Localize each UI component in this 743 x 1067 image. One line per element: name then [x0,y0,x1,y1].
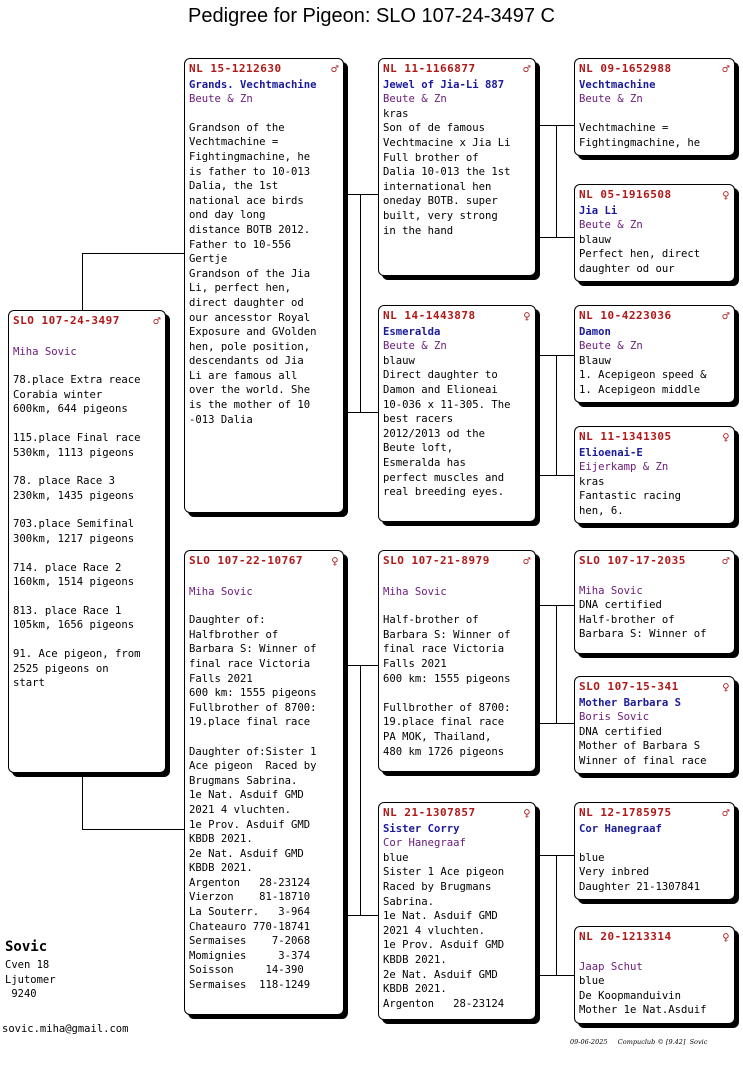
color: blauw [383,354,415,367]
connector [536,237,576,238]
description: DNA certified Half-brother of Barbara S: Winner of [579,599,707,641]
owner: Miha Sovic [579,584,643,597]
description: blue De Koopmanduivin Mother 1e Nat.Asduif [579,975,707,1017]
owner: Miha Sovic [13,345,77,358]
color: blue [383,851,409,864]
owner: Beute & Zn [383,340,447,353]
ssd-card[interactable] [574,184,735,282]
ring-number: NL 11-1166877 [383,62,476,75]
result-1: 78.place Extra reace Corabia winter 600km, 644 pigeons [13,374,141,416]
male-icon: ♂ [722,554,730,568]
female-icon: ♀ [523,806,531,820]
connector [536,723,576,724]
description: Vechtmachine = Fightingmachine, he [579,122,701,149]
description: Grandson of the Vechtmachine = Fightingmachine, he is father to 10-013 Dalia, the 1st national ace birds ond day long distance BOTB 2012. Father to 10-556 Gertje Grandson of the Jia Li, perfect hen, direct daughter od our ancesstor Royal Exposure and GVolden hen, pole position, descendants od Jia Li are famous all over the world. She is the mother of 10 -013 Dalia [189,121,317,426]
connector [556,125,557,237]
ddd-card[interactable] [574,926,735,1024]
connector [82,253,186,254]
female-icon: ♀ [722,188,730,202]
owner: Beute & Zn [579,340,643,353]
male-icon: ♂ [523,62,531,76]
pigeon-name: Vechtmachine [579,78,656,91]
ring-number: NL 10-4223036 [579,309,672,322]
ring-number: NL 14-1443878 [383,309,476,322]
connector [344,412,380,413]
female-icon: ♀ [722,680,730,694]
pigeon-name: Mother Barbara S [579,696,682,709]
page-title: Pedigree for Pigeon: SLO 107-24-3497 C [188,5,555,27]
connector [82,772,83,830]
ring-number: NL 05-1916508 [579,188,672,201]
breeder-name: Sovic [5,939,48,955]
breeder-zip: 9240 [5,988,37,1001]
sss-card[interactable] [574,58,735,156]
owner: Beute & Zn [579,93,643,106]
description: DNA certified Mother of Barbara S Winner of final race [579,725,707,767]
footer-info: 09-06-2025 Compuclub © [9.42] Sovic [570,1038,708,1046]
ring-number: NL 15-1212630 [189,62,282,75]
connector [556,605,557,723]
ring-number: NL 12-1785975 [579,806,672,819]
owner: Miha Sovic [189,585,253,598]
result-6: 813. place Race 1 105km, 1656 pigeons [13,604,135,632]
breeder-street: Cven 18 [5,959,50,972]
male-icon: ♂ [722,309,730,323]
description: blauw Perfect hen, direct daughter od our [579,233,701,275]
sire-card[interactable] [184,58,344,513]
pigeon-name: Esmeralda [383,325,441,338]
result-2: 115.place Final race 530km, 1113 pigeons [13,431,141,459]
result-3: 78. place Race 3 230km, 1435 pigeons [13,475,135,502]
pigeon-name: Jewel of Jia-Li 887 [383,78,505,91]
ring-number: SLO 107-21-8979 [383,554,490,567]
description: Blauw 1. Acepigeon speed & 1. Acepigeon middle [579,354,707,396]
breeder-email[interactable]: sovic.miha@gmail.com [2,1023,129,1035]
sds-card[interactable] [574,305,735,403]
owner: Cor Hanegraaf [383,837,466,850]
connector [82,829,186,830]
owner: Beute & Zn [189,93,253,106]
dam-sire-card[interactable] [378,550,536,772]
connector [360,665,361,915]
result-4: 703.place Semifinal 300km, 1217 pigeons [13,518,135,545]
female-icon: ♀ [722,930,730,944]
sire-dam-card[interactable] [378,305,536,522]
male-icon: ♂ [722,806,730,820]
breeder-contact [5,940,56,1002]
result-7: 91. Ace pigeon, from 2525 pigeons on start [13,647,141,690]
male-icon: ♂ [722,62,730,76]
color: kras [383,107,409,120]
connector [344,915,380,916]
pigeon-name: Cor Hanegraaf [579,822,662,835]
sire-sire-card[interactable] [378,58,536,276]
pigeon-name: Elioenai-E [579,446,643,459]
connector [556,855,557,975]
dds-card[interactable] [574,802,735,900]
ring-number: SLO 107-22-10767 [189,554,303,567]
owner: Eijerkamp & Zn [579,461,669,474]
ring-number: SLO 107-15-341 [579,680,679,693]
male-icon: ♂ [153,314,161,328]
male-icon: ♂ [523,554,531,568]
owner: Jaap Schut [579,960,643,973]
description: Sister 1 Ace pigeon Raced by Brugmans Sabrina. 1e Nat. Asduif GMD 2021 4 vluchten. 1e Prov. Asduif GMD KBDB 2021. 2e Nat. Asduif GMD KBDB 2021. Argenton 28-23124 [383,866,505,1010]
ring-number: NL 11-1341305 [579,430,672,443]
owner: Beute & Zn [579,219,643,232]
female-icon: ♀ [331,554,339,568]
sdd-card[interactable] [574,426,735,524]
ring-number: NL 20-1213314 [579,930,672,943]
owner: Beute & Zn [383,93,447,106]
breeder-city: Ljutomer [5,973,56,986]
dam-dam-card[interactable] [378,802,536,1020]
ring-number: SLO 107-24-3497 [13,314,120,327]
connector [536,475,576,476]
description: Daughter of: Halfbrother of Barbara S: Winner of final race Victoria Falls 2021 600 km: 1555 pigeons Fullbrother of 8700: 19.place final race Daughter of:Sister 1 Ace pigeon Raced by Brugmans Sabrina. 1e Nat. Asduif GMD 2021 4 vluchten. 1e Prov. Asduif GMD KBDB 2021. 2e Nat. Asduif GMD KBDB 2021. Argenton 28-23124 Vierzon 81-18710 La Souterr. 3-964 Chateauro 770-18741 Sermaises 7-2068 Momignies 3-374 Soisson 14-390 Sermaises 118-1249 [189,614,317,992]
male-icon: ♂ [331,62,339,76]
female-icon: ♀ [722,430,730,444]
ring-number: NL 21-1307857 [383,806,476,819]
pigeon-name: Jia Li [579,204,618,217]
connector [360,194,361,412]
description: kras Fantastic racing hen, 6. [579,475,682,517]
description: Half-brother of Barbara S: Winner of final race Victoria Falls 2021 600 km: 1555 pigeons Fullbrother of 8700: 19.place final race PA MOK, Thailand, 480 km 1726 pigeons [383,614,511,758]
ring-number: NL 09-1652988 [579,62,672,75]
description: blue Very inbred Daughter 21-1307841 [579,851,701,893]
owner: Boris Sovic [579,711,650,724]
pigeon-name: Grands. Vechtmachine [189,78,317,91]
connector [82,253,83,311]
connector [344,665,380,666]
description: Son of de famous Vechtmacine x Jia Li Full brother of Dalia 10-013 the 1st international hen oneday BOTB. super built, very strong in the hand [383,122,511,237]
connector [536,975,576,976]
owner: Miha Sovic [383,585,447,598]
pigeon-name: Sister Corry [383,822,460,835]
description: Direct daughter to Damon and Elioneai 10-036 x 11-305. The best racers 2012/2013 od the Beute loft, Esmeralda has perfect muscles and real breeding eyes. [383,369,511,499]
ring-number: SLO 107-17-2035 [579,554,686,567]
dam-card[interactable] [184,550,344,1015]
dss-card[interactable] [574,550,735,654]
connector [556,355,557,475]
subject-card[interactable] [8,310,166,773]
pigeon-name: Damon [579,325,611,338]
female-icon: ♀ [523,309,531,323]
result-5: 714. place Race 2 160km, 1514 pigeons [13,561,135,589]
dsd-card[interactable] [574,676,735,774]
connector [344,194,380,195]
